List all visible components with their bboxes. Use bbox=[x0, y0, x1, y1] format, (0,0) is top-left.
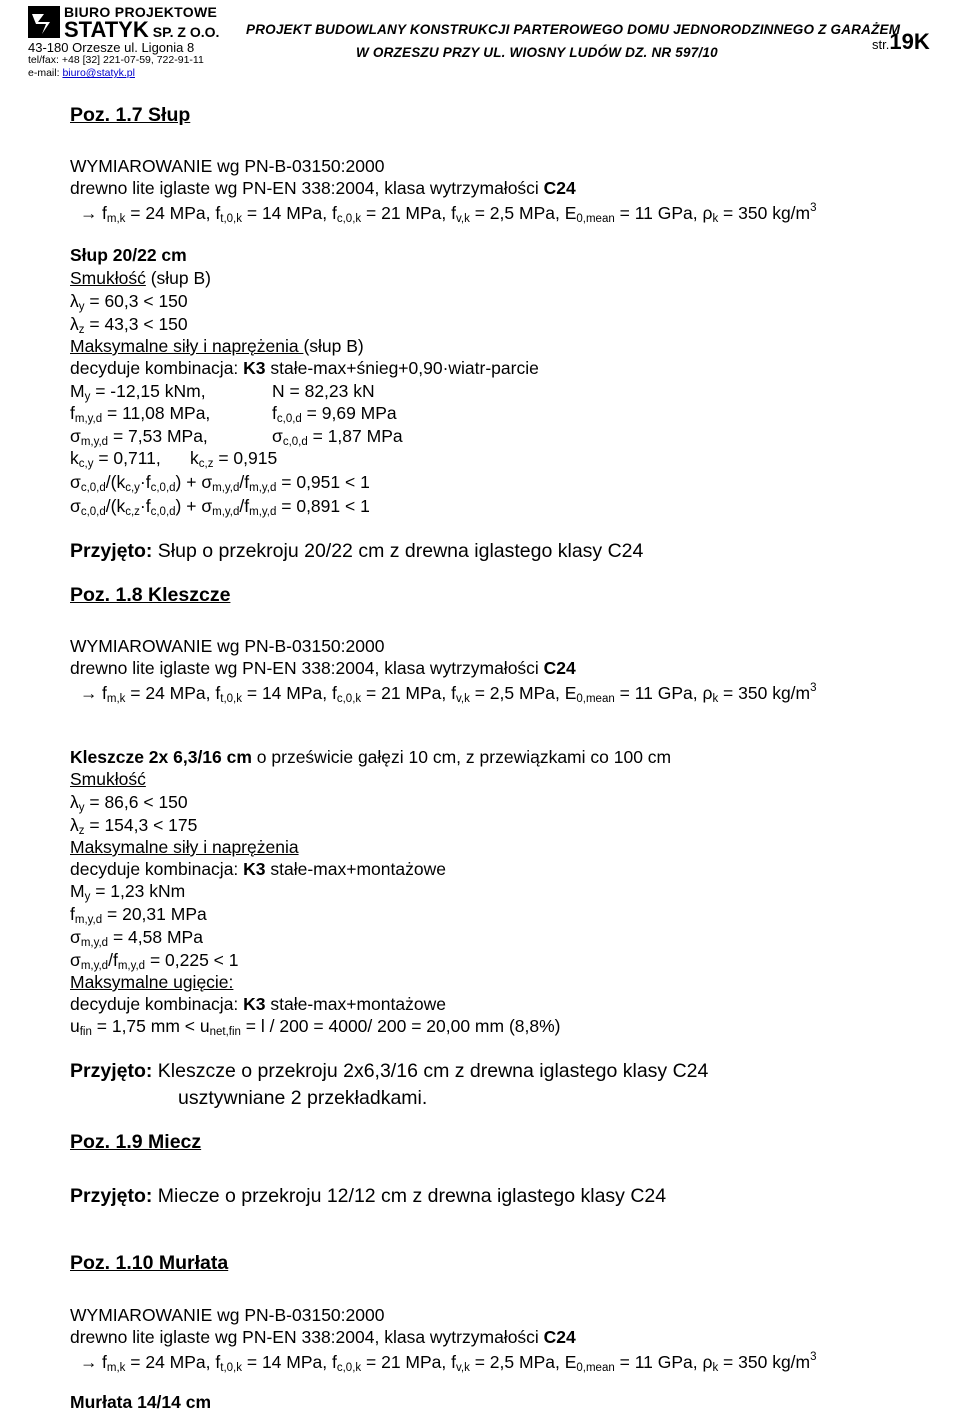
page-number: str.19K bbox=[872, 29, 930, 54]
section-1-7-subtitle: Słup 20/22 cm bbox=[70, 245, 187, 265]
section-1-8-deflection-heading: Maksymalne ugięcie: bbox=[70, 972, 234, 992]
section-1-10-dim-heading: WYMIAROWANIE wg PN-B-03150:2000 bbox=[70, 1305, 385, 1325]
section-1-10-subtitle: Murłata 14/14 cm bbox=[70, 1392, 212, 1412]
company-email: e-mail: biuro@statyk.pl bbox=[28, 67, 135, 79]
section-1-8-combination: decyduje kombinacja: K3 stałe-max+montażowe bbox=[70, 859, 446, 879]
arrow-right-icon: → bbox=[80, 683, 98, 703]
section-1-8-lambda-z: $\lambda_z = 154,3 < 175$ bbox=[70, 815, 198, 837]
section-1-7-combination: decyduje kombinacja: K3 stałe-max+śnieg+0,90·wiatr-parcie bbox=[70, 358, 539, 378]
company-line-1: BIURO PROJEKTOWE bbox=[64, 4, 218, 20]
arrow-right-icon: → bbox=[80, 203, 98, 223]
section-1-8-material-props: → $f_{m,k} = 24$ MPa, $f_{t,0,k} = 14$ MPa, $f_{c,0,k} = 21$ MPa, $f_{v,k} = 2,5$ MPa, $E_{0,mean} = 11$ GPa, $\rho_k = 350$ $kg/m^3$ bbox=[80, 682, 817, 705]
section-1-7-dim-heading: WYMIAROWANIE wg PN-B-03150:2000 bbox=[70, 156, 385, 176]
section-1-8-title: Poz. 1.8 Kleszcze bbox=[70, 584, 231, 606]
section-1-7-forces-heading: Maksymalne siły i naprężenia (słup B) bbox=[70, 336, 364, 356]
section-1-10-material-props: → $f_{m,k} = 24$ MPa, $f_{t,0,k} = 14$ MPa, $f_{c,0,k} = 21$ MPa, $f_{v,k} = 2,5$ MPa, $E_{0,mean} = 11$ GPa, $\rho_k = 350$ $kg/m^3$ bbox=[80, 1351, 817, 1374]
section-1-8-accepted: Przyjęto: Kleszcze o przekroju 2x6,3/16 cm z drewna iglastego klasy C24 bbox=[70, 1060, 709, 1082]
arrow-right-icon: → bbox=[80, 1352, 98, 1372]
section-1-7-material: drewno lite iglaste wg PN-EN 338:2004, klasa wytrzymałości C24 bbox=[70, 178, 576, 198]
section-1-7-fmyd: $f_{m,y,d} = 11,08$ MPa, bbox=[70, 403, 211, 425]
section-1-7-axial-force: N = 82,23 kN bbox=[272, 381, 375, 401]
section-1-7-lambda-y: $\lambda_y = 60,3 < 150$ bbox=[70, 291, 188, 313]
section-1-7-title: Poz. 1.7 Słup bbox=[70, 104, 191, 126]
section-1-7-check-1: $\sigma_{c,0,d}/(k_{c,y}\cdot f_{c,0,d}) + \sigma_{m,y,d}/f_{m,y,d} = 0,951 < 1$ bbox=[70, 472, 370, 494]
email-link[interactable]: biuro@statyk.pl bbox=[62, 67, 135, 79]
section-1-8-subtitle: Kleszcze 2x 6,3/16 cm o prześwicie gałęzi 10 cm, z przewiązkami co 100 cm bbox=[70, 747, 672, 767]
company-name: STATYK SP. Z O.O. bbox=[64, 17, 220, 42]
section-1-7-smyd: $\sigma_{m,y,d} = 7,53$ MPa, bbox=[70, 426, 208, 448]
section-1-8-accepted-line-2: usztywniane 2 przekładkami. bbox=[178, 1087, 428, 1109]
section-1-10-material: drewno lite iglaste wg PN-EN 338:2004, klasa wytrzymałości C24 bbox=[70, 1327, 576, 1347]
section-1-8-smyd: $\sigma_{m,y,d} = 4,58$ MPa bbox=[70, 927, 203, 949]
section-1-7-check-2: $\sigma_{c,0,d}/(k_{c,z}\cdot f_{c,0,d}) + \sigma_{m,y,d}/f_{m,y,d} = 0,891 < 1$ bbox=[70, 496, 370, 518]
section-1-10-title: Poz. 1.10 Murłata bbox=[70, 1252, 229, 1274]
section-1-7-kcy: $k_{c,y} = 0,711$, bbox=[70, 448, 161, 470]
section-1-8-slenderness: Smukłość bbox=[70, 769, 146, 789]
company-phone: tel/fax: +48 [32] 221-07-59, 722-91-11 bbox=[28, 54, 204, 66]
company-address: 43-180 Orzesze ul. Ligonia 8 bbox=[28, 40, 195, 55]
section-1-7-material-props: → $f_{m,k} = 24$ MPa, $f_{t,0,k} = 14$ MPa, $f_{c,0,k} = 21$ MPa, $f_{v,k} = 2,5$ MPa, $E_{0,mean} = 11$ GPa, $\rho_k = 350$ $kg/m^3$ bbox=[80, 202, 817, 225]
section-1-8-deflection: $u_{fin} = 1,75$ mm < $u_{net,fin} = l / 200 = 4000/$ 200 = 20,00 mm (8,8%) bbox=[70, 1016, 561, 1038]
section-1-8-material: drewno lite iglaste wg PN-EN 338:2004, klasa wytrzymałości C24 bbox=[70, 658, 576, 678]
section-1-8-forces-heading: Maksymalne siły i naprężenia bbox=[70, 837, 299, 857]
section-1-8-moment: $M_y = 1,23$ kNm bbox=[70, 881, 186, 903]
section-1-9-accepted: Przyjęto: Miecze o przekroju 12/12 cm z drewna iglastego klasy C24 bbox=[70, 1185, 667, 1207]
company-logo-icon bbox=[28, 6, 60, 38]
section-1-9-title: Poz. 1.9 Miecz bbox=[70, 1131, 202, 1153]
section-1-8-dim-heading: WYMIAROWANIE wg PN-B-03150:2000 bbox=[70, 636, 385, 656]
section-1-7-sc0d: $\sigma_{c,0,d} = 1,87$ MPa bbox=[272, 426, 403, 448]
section-1-8-combination-2: decyduje kombinacja: K3 stałe-max+montażowe bbox=[70, 994, 446, 1014]
section-1-8-ratio: $\sigma_{m,y,d}/f_{m,y,d} = 0,225 < 1$ bbox=[70, 950, 239, 972]
project-title-line-2: W ORZESZU PRZY UL. WIOSNY LUDÓW DZ. NR 597/10 bbox=[356, 45, 718, 60]
section-1-7-slenderness: Smukłość (słup B) bbox=[70, 268, 212, 288]
section-1-7-lambda-z: $\lambda_z = 43,3 < 150$ bbox=[70, 314, 188, 336]
section-1-7-fc0d: $f_{c,0,d} = 9,69$ MPa bbox=[272, 403, 397, 425]
section-1-8-fmyd: $f_{m,y,d} = 20,31$ MPa bbox=[70, 904, 207, 926]
section-1-7-kcz: $k_{c,z} = 0,915$ bbox=[190, 448, 278, 470]
section-1-8-lambda-y: $\lambda_y = 86,6 < 150$ bbox=[70, 792, 188, 814]
project-title-line-1: PROJEKT BUDOWLANY KONSTRUKCJI PARTEROWEGO DOMU JEDNORODZINNEGO Z GARAŻEM bbox=[246, 22, 901, 37]
section-1-7-moment: $M_y = -12,15$ kNm, bbox=[70, 381, 206, 403]
section-1-7-accepted: Przyjęto: Słup o przekroju 20/22 cm z drewna iglastego klasy C24 bbox=[70, 540, 644, 562]
